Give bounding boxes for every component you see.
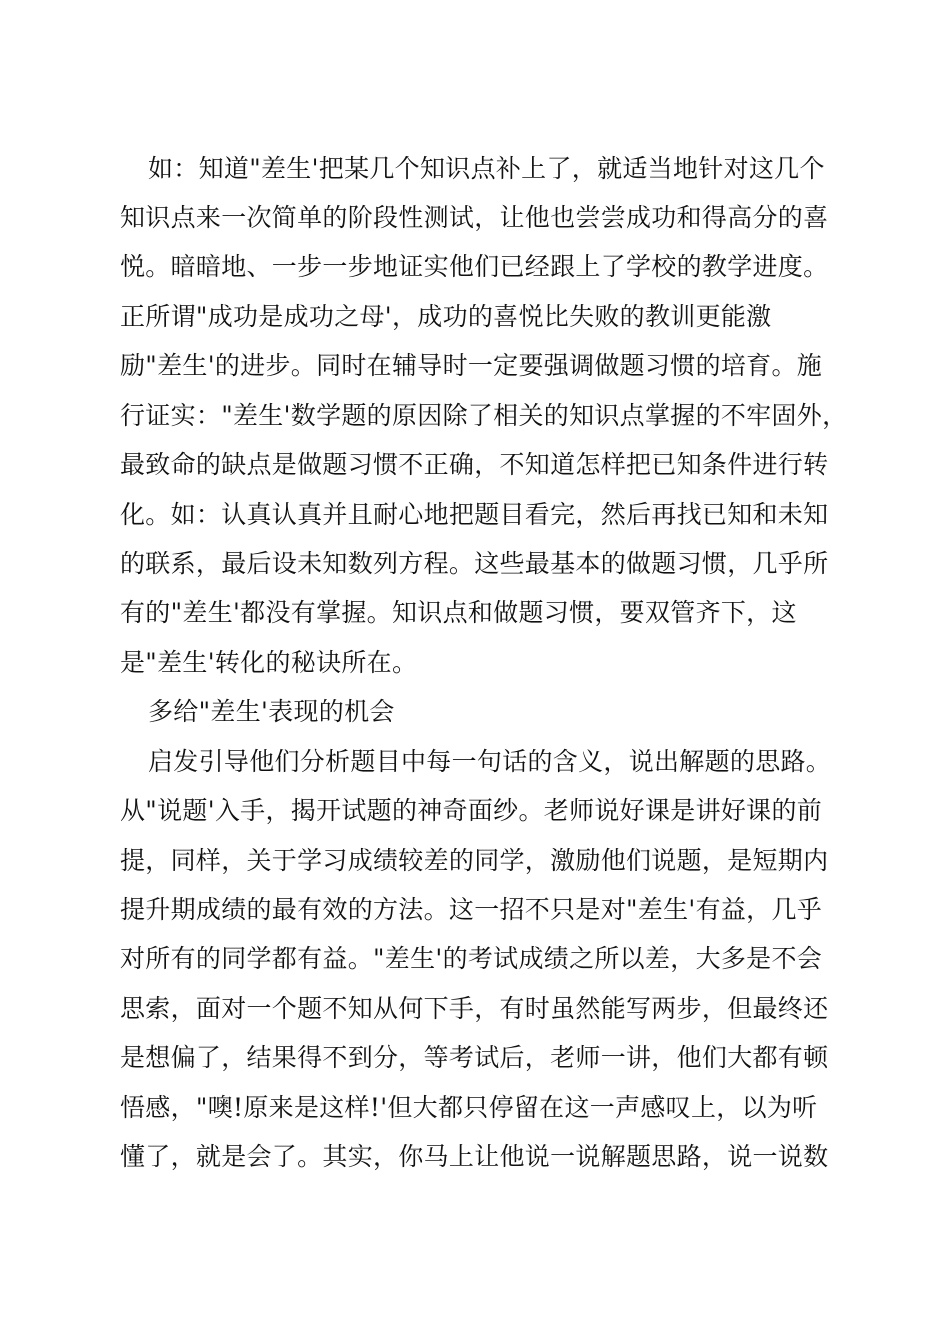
text-line: 从"说题'入手，揭开试题的神奇面纱。老师说好课是讲好课的前 [120,796,823,825]
text-line: 化。如：认真认真并且耐心地把题目看完，然后再找已知和未知 [120,500,829,529]
text-line: 的联系，最后设未知数列方程。这些最基本的做题习惯，几乎所 [120,549,829,578]
text-line: 如：知道"差生'把某几个知识点补上了，就适当地针对这几个 [148,154,825,183]
text-line: 有的"差生'都没有掌握。知识点和做题习惯，要双管齐下，这 [120,598,797,627]
text-line: 知识点来一次简单的阶段性测试，让他也尝尝成功和得高分的喜 [120,203,829,232]
text-line: 对所有的同学都有益。"差生'的考试成绩之所以差，大多是不会 [120,944,823,973]
text-line: 懂了，就是会了。其实，你马上让他说一说解题思路，说一说数 [120,1142,829,1171]
text-line: 正所谓"成功是成功之母'，成功的喜悦比失败的教训更能激 [120,302,772,331]
text-line: 悦。暗暗地、一步一步地证实他们已经跟上了学校的教学进度。 [120,252,829,281]
text-line: 是"差生'转化的秘诀所在。 [120,648,418,677]
text-line: 行证实："差生'数学题的原因除了相关的知识点掌握的不牢固外， [120,401,848,430]
text-line: 提升期成绩的最有效的方法。这一招不只是对"差生'有益，几乎 [120,895,823,924]
section-heading: 多给"差生'表现的机会 [148,697,395,726]
text-line: 是想偏了，结果得不到分，等考试后，老师一讲，他们大都有顿 [120,1043,829,1072]
text-line: 励"差生'的进步。同时在辅导时一定要强调做题习惯的培育。施 [120,351,823,380]
text-line: 悟感，"噢!原来是这样!'但大都只停留在这一声感叹上，以为听 [120,1093,818,1122]
text-line: 启发引导他们分析题目中每一句话的含义，说出解题的思路。 [148,747,832,776]
text-line: 最致命的缺点是做题习惯不正确，不知道怎样把已知条件进行转 [120,450,829,479]
text-line: 思索，面对一个题不知从何下手，有时虽然能写两步，但最终还 [120,994,829,1023]
text-line: 提，同样，关于学习成绩较差的同学，激励他们说题，是短期内 [120,846,829,875]
